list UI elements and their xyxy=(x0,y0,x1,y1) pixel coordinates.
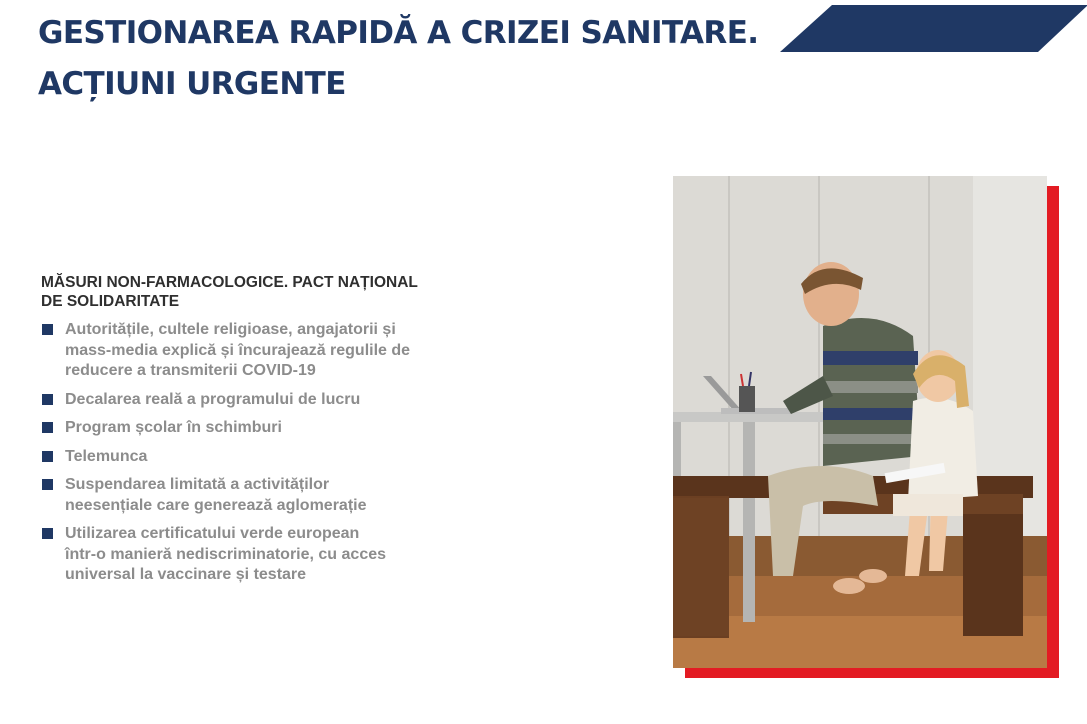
square-bullet-icon xyxy=(42,451,53,462)
square-bullet-icon xyxy=(42,324,53,335)
list-item: Suspendarea limitată a activităților neesențiale care generează aglomerație xyxy=(41,475,481,516)
photo-frame xyxy=(673,176,1059,678)
title-line-1: GESTIONAREA RAPIDĂ A CRIZEI SANITARE. xyxy=(38,15,759,51)
title-line-2: ACȚIUNI URGENTE xyxy=(38,66,346,102)
section-heading xyxy=(41,273,471,311)
list-item: Telemunca xyxy=(41,447,481,468)
page-title xyxy=(38,8,758,110)
photo-father-and-daughter xyxy=(673,176,1047,668)
square-bullet-icon xyxy=(42,394,53,405)
header-banner-decoration xyxy=(780,5,1087,52)
section-heading-line-1: MĂSURI NON-FARMACOLOGICE. PACT NAȚIONAL xyxy=(41,274,418,291)
square-bullet-icon xyxy=(42,479,53,490)
list-item: Utilizarea certificatului verde european într-o manieră nediscriminatorie, cu acces universal la vaccinare și testare xyxy=(41,524,481,586)
list-item: Decalarea reală a programului de lucru xyxy=(41,390,481,411)
measures-list xyxy=(41,320,481,594)
list-item: Autoritățile, cultele religioase, angajatorii și mass-media explică și încurajează regulile de reducere a transmiterii COVID-19 xyxy=(41,320,481,382)
list-item: Program școlar în schimburi xyxy=(41,418,481,439)
section-heading-line-2: DE SOLIDARITATE xyxy=(41,293,180,310)
square-bullet-icon xyxy=(42,422,53,433)
square-bullet-icon xyxy=(42,528,53,539)
